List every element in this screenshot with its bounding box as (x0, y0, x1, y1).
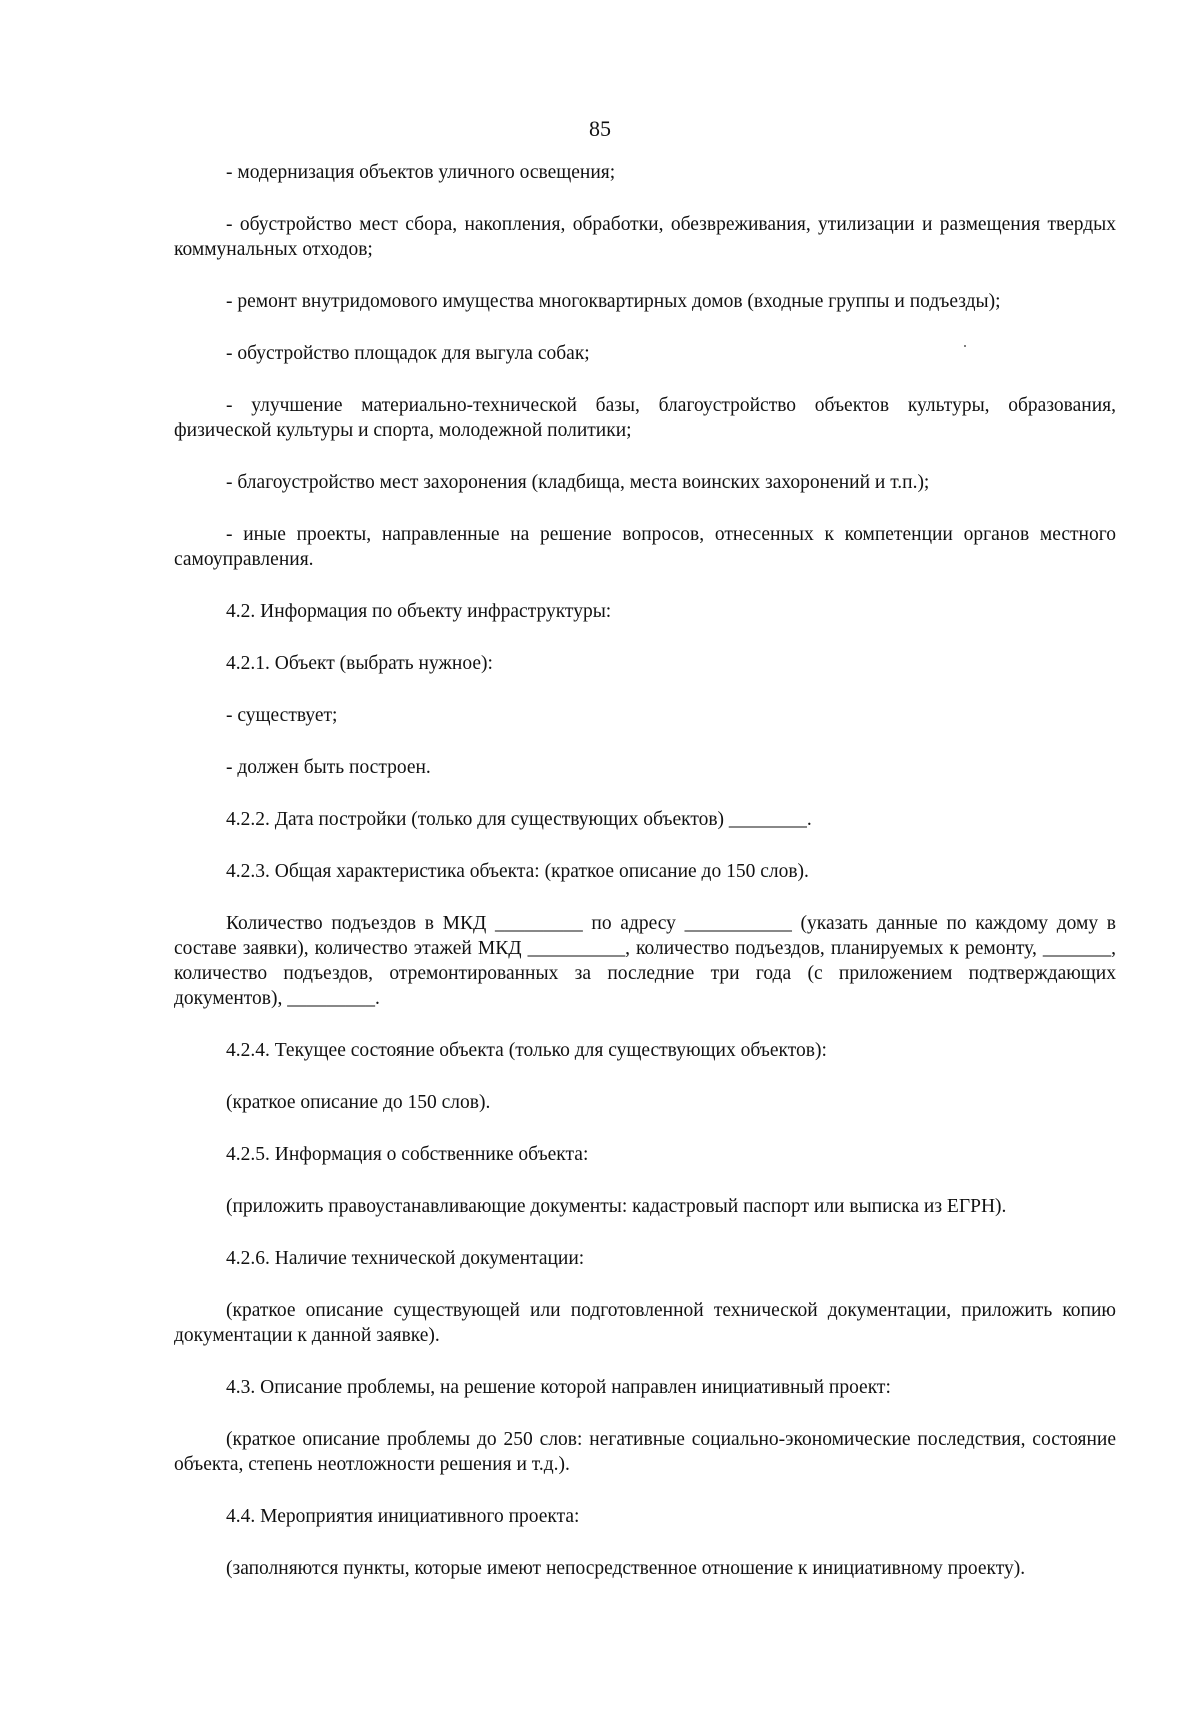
page-number: 85 (589, 116, 611, 141)
list-item-waste-sites: - обустройство мест сбора, накопления, обработки, обезвреживания, утилизации и размещения твердых коммунальных отходов; (174, 214, 1116, 260)
list-item-building-repair: - ремонт внутридомового имущества многоквартирных домов (входные группы и подъезды); (226, 291, 1001, 312)
entrances-details-paragraph: Количество подъездов в МКД _________ по адресу ___________ (указать данные по каждому дому в составе заявки), количество этажей МКД __________, количество подъездов, планируемых к ремонту, _______, количество подъездов, отремонтированных за последние три года (с приложением подтверждающих документов), _________. (174, 913, 1116, 1009)
section-4-3-heading: 4.3. Описание проблемы, на решение которой направлен инициативный проект: (226, 1377, 891, 1398)
section-4-2-6-note: (краткое описание существующей или подготовленной технической документации, приложить копию документации к данной заявке). (174, 1300, 1116, 1346)
section-4-2-2-build-date: 4.2.2. Дата постройки (только для существующих объектов) ________. (226, 809, 812, 830)
document-body (174, 160, 1116, 1608)
list-item-dog-areas: - обустройство площадок для выгула собак; (226, 343, 590, 364)
section-4-4-heading: 4.4. Мероприятия инициативного проекта: (226, 1506, 580, 1527)
section-4-2-4-heading: 4.2.4. Текущее состояние объекта (только для существующих объектов): (226, 1040, 827, 1061)
section-4-4-note: (заполняются пункты, которые имеют непосредственное отношение к инициативному проекту). (226, 1558, 1026, 1579)
section-4-2-3-heading: 4.2.3. Общая характеристика объекта: (краткое описание до 150 слов). (226, 861, 809, 882)
option-exists: - существует; (226, 705, 338, 726)
scan-speck (964, 345, 966, 347)
list-item-culture-sports: - улучшение материально-технической базы, благоустройство объектов культуры, образования, физической культуры и спорта, молодежной политики; (174, 395, 1116, 441)
section-4-2-5-heading: 4.2.5. Информация о собственнике объекта: (226, 1144, 589, 1165)
section-4-2-heading: 4.2. Информация по объекту инфраструктуры: (226, 601, 612, 622)
section-4-2-4-note: (краткое описание до 150 слов). (226, 1092, 491, 1113)
list-item-other-projects: - иные проекты, направленные на решение вопросов, отнесенных к компетенции органов местного самоуправления. (174, 524, 1116, 570)
section-4-3-note: (краткое описание проблемы до 250 слов: негативные социально-экономические последствия, состояние объекта, степень неотложности решения и т.д.). (174, 1429, 1116, 1475)
section-4-2-5-note: (приложить правоустанавливающие документы: кадастровый паспорт или выписка из ЕГРН). (226, 1196, 1007, 1217)
list-item-street-lighting: - модернизация объектов уличного освещения; (226, 162, 616, 183)
section-4-2-1-heading: 4.2.1. Объект (выбрать нужное): (226, 653, 493, 674)
section-4-2-6-heading: 4.2.6. Наличие технической документации: (226, 1248, 585, 1269)
option-to-be-built: - должен быть построен. (226, 757, 431, 778)
list-item-burial-places: - благоустройство мест захоронения (кладбища, места воинских захоронений и т.п.); (226, 472, 930, 493)
